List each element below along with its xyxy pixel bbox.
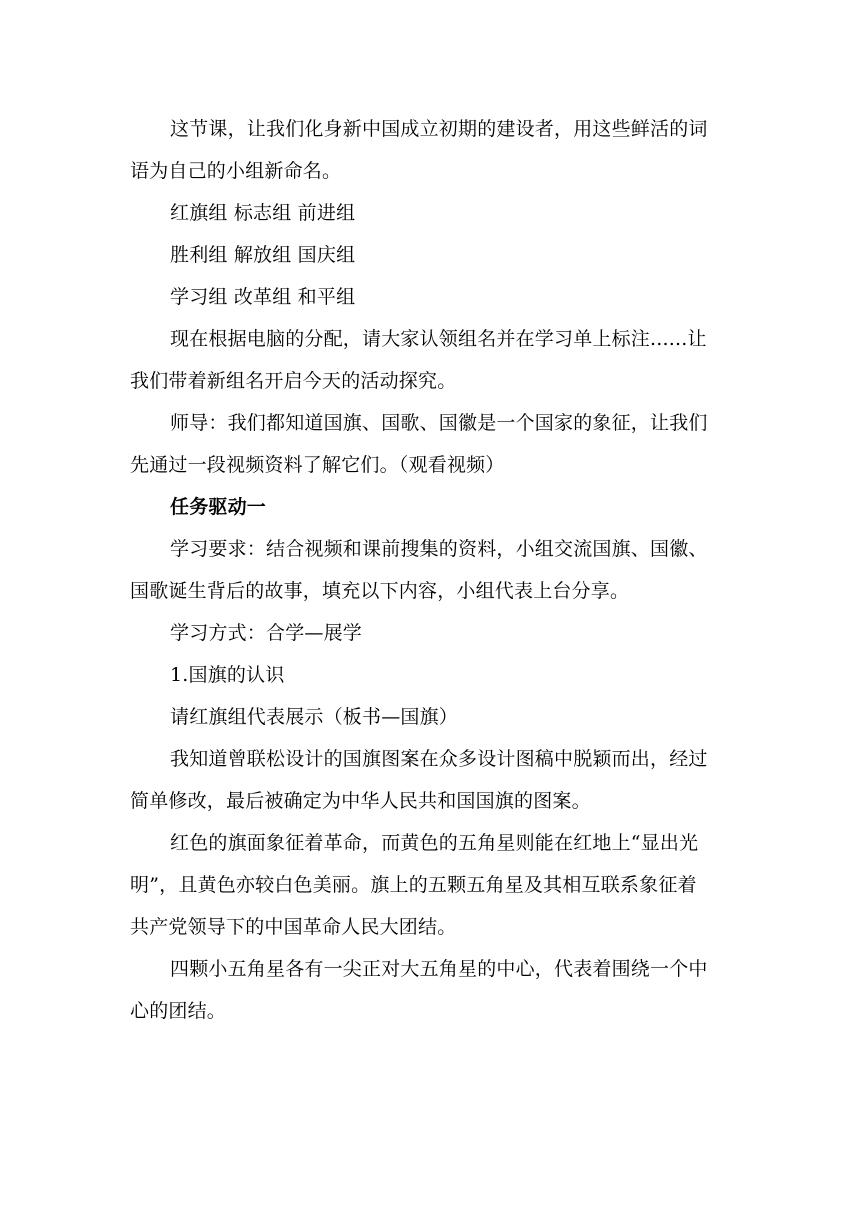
paragraph-group-names-2	[130, 234, 730, 276]
text-line: 任务驱动一	[170, 496, 267, 518]
paragraph-intro	[130, 108, 730, 192]
paragraph-teacher-guide	[130, 402, 730, 486]
paragraph-flag-group-display	[130, 696, 730, 738]
paragraph-assignment	[130, 318, 730, 402]
text-line: 简单修改，最后被确定为中华人民共和国国旗的图案。	[130, 790, 591, 812]
text-line: 这节课，让我们化身新中国成立初期的建设者，用这些鲜活的词	[170, 118, 708, 140]
text-line: 共产党领导下的中国革命人民大团结。	[130, 916, 457, 938]
text-line: 现在根据电脑的分配，请大家认领组名并在学习单上标注......让	[170, 328, 707, 350]
text-line: 师导：我们都知道国旗、国歌、国徽是一个国家的象征，让我们	[170, 412, 708, 434]
text-line: 请红旗组代表展示（板书—国旗）	[170, 706, 459, 728]
paragraph-flag-stars	[130, 948, 730, 1032]
text-line: 明”，且黄色亦较白色美丽。旗上的五颗五角星及其相互联系象征着	[130, 874, 697, 896]
subheading-flag	[130, 654, 730, 696]
text-line: 胜利组 解放组 国庆组	[170, 244, 356, 266]
paragraph-learning-method	[130, 612, 730, 654]
text-line: 先通过一段视频资料了解它们。（观看视频）	[130, 454, 505, 476]
text-line: 学习方式：合学—展学	[170, 622, 363, 644]
text-line: 红旗组 标志组 前进组	[170, 202, 356, 224]
text-line: 红色的旗面象征着革命，而黄色的五角星则能在红地上“显出光	[170, 832, 699, 854]
text-line: 学习要求：结合视频和课前搜集的资料，小组交流国旗、国徽、	[170, 538, 708, 560]
text-line: 学习组 改革组 和平组	[170, 286, 356, 308]
paragraph-learning-requirements	[130, 528, 730, 612]
section-heading-task-1	[130, 486, 730, 528]
text-line: 我们带着新组名开启今天的活动探究。	[130, 370, 457, 392]
text-line: 语为自己的小组新命名。	[130, 160, 342, 182]
text-line: 我知道曾联松设计的国旗图案在众多设计图稿中脱颖而出，经过	[170, 748, 708, 770]
paragraph-group-names-1	[130, 192, 730, 234]
text-line: 四颗小五角星各有一尖正对大五角星的中心，代表着围绕一个中	[170, 958, 708, 980]
text-line: 心的团结。	[130, 1000, 227, 1022]
document-body	[130, 108, 730, 1032]
text-line: 国歌诞生背后的故事，填充以下内容，小组代表上台分享。	[130, 580, 630, 602]
paragraph-flag-design	[130, 738, 730, 822]
paragraph-group-names-3	[130, 276, 730, 318]
paragraph-flag-colors	[130, 822, 730, 948]
text-line: 1.国旗的认识	[170, 664, 285, 686]
